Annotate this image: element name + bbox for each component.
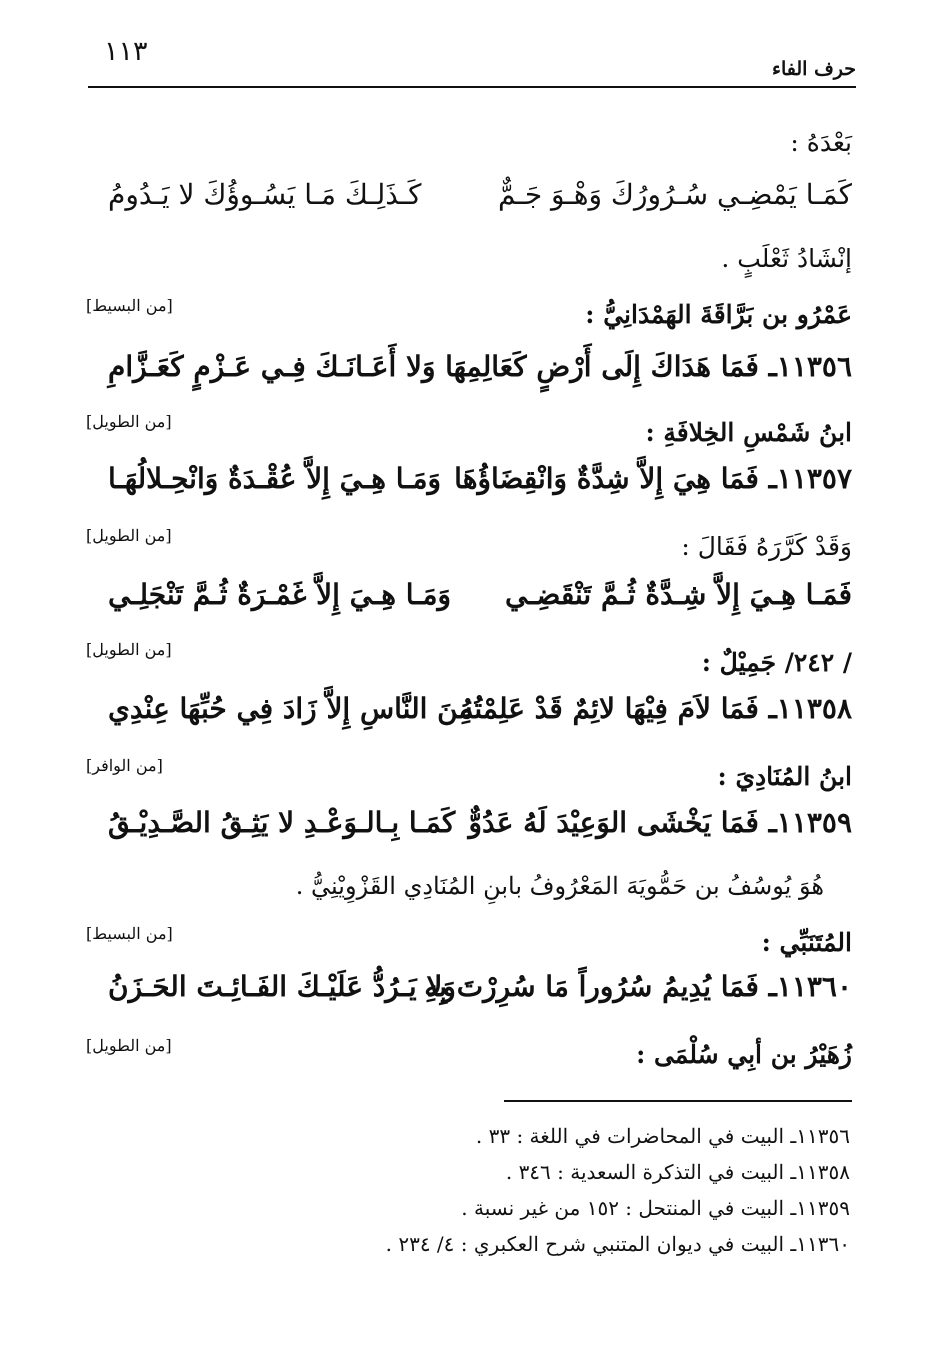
- meter-label: [من الطويل]: [86, 1036, 172, 1055]
- intro-line: وَقَدْ كَرَّرَهُ فَقَالَ :: [681, 532, 852, 561]
- verse-line: [108, 178, 852, 222]
- verse-line: [108, 462, 852, 506]
- verse-second-hemistich: وَلا يَـرُدُّ عَلَيْـكَ الفَـائِـتَ الحَـزَنُ: [108, 970, 456, 1003]
- poet-name: ابنُ شَمْسِ الخِلافَةِ :: [645, 418, 852, 447]
- verse-line: [108, 578, 852, 622]
- verse-second-hemistich: وَمَـا هِـيَ إِلاَّ غَمْـرَةٌ ثُـمَّ تَنْجَلِـي: [108, 578, 451, 611]
- verse-line: [108, 970, 852, 1014]
- running-head: حرف الفاء: [772, 58, 856, 80]
- poet-name: زُهَيْرُ بن أبِي سُلْمَى :: [636, 1040, 852, 1069]
- footnote-rule: [504, 1100, 852, 1102]
- footnote: ١١٣٥٦ـ البيت في المحاضرات في اللغة : ٣٣ .: [475, 1124, 850, 1148]
- meter-label: [من الوافر]: [86, 756, 163, 775]
- poet-name: / ٢٤٢/ جَمِيْلٌ :: [701, 648, 852, 677]
- verse-first-hemistich: ١١٣٥٦ـ فَمَا هَدَاكَ إِلَى أَرْضٍ كَعَالِمِهَا: [445, 350, 852, 383]
- header-rule: [88, 86, 856, 88]
- meter-label: [من الطويل]: [86, 412, 172, 431]
- meter-label: [من الطويل]: [86, 640, 172, 659]
- page-number: ١١٣: [104, 36, 148, 67]
- poet-name: عَمْرُو بن بَرَّاقَةَ الهَمْدَانِيُّ :: [585, 300, 852, 329]
- verse-first-hemistich: ١١٣٥٨ـ فَمَا لاَمَ فِيْهَا لائِمٌ قَدْ عَلِمْتُهُ: [459, 692, 852, 725]
- verse-first-hemistich: فَمَـا هِـيَ إِلاَّ شِـدَّةٌ ثُـمَّ تَنْقَضِـي: [505, 578, 852, 611]
- poet-name: المُتَنَبِّي :: [761, 928, 852, 957]
- verse-second-hemistich: وَلا أَعَـانَـكَ فِـي عَـزْمٍ كَعَـزَّامِ: [108, 350, 436, 383]
- poet-name: ابنُ المُنَادِيَ :: [717, 762, 852, 791]
- intro-line: إنْشَادُ ثَعْلَبٍ .: [721, 244, 852, 273]
- verse-line: [108, 806, 852, 850]
- verse-line: [108, 350, 852, 394]
- footnote: ١١٣٦٠ـ البيت في ديوان المتنبي شرح العكبري : ٤/ ٢٣٤ .: [385, 1232, 850, 1256]
- verse-first-hemistich: ١١٣٦٠ـ فَمَا يُدِيمُ سُرُوراً مَا سُرِرْتَ بِهِ: [424, 970, 852, 1003]
- verse-second-hemistich: وَمَـا هِـيَ إِلاَّ عُقْـدَةٌ وَانْحِـلالُهَـا: [108, 462, 441, 495]
- note-line: هُوَ يُوسُفُ بن حَمُّويَهَ المَعْرُوفُ بابنِ المُنَادِي القَزْوِيْنِيُّ .: [295, 872, 824, 900]
- verse-second-hemistich: كَمَـا بِـالـوَعْـدِ لا يَثِـقُ الصَّـدِيْـقُ: [108, 806, 456, 839]
- meter-label: [من البسيط]: [86, 924, 173, 943]
- meter-label: [من الطويل]: [86, 526, 172, 545]
- verse-second-hemistich: كَـذَلِـكَ مَـا يَسُـوؤُكَ لا يَـدُومُ: [108, 178, 422, 211]
- verse-line: [108, 692, 852, 736]
- verse-first-hemistich: ١١٣٥٧ـ فَمَا هِيَ إِلاَّ شِدَّةٌ وَانْقِضَاؤُهَا: [454, 462, 852, 495]
- footnote: ١١٣٥٨ـ البيت في التذكرة السعدية : ٣٤٦ .: [505, 1160, 850, 1184]
- verse-second-hemistich: مِنَ النَّاسِ إِلاَّ زَادَ فِي حُبِّهَا عِنْدِي: [108, 692, 474, 725]
- verse-first-hemistich: ١١٣٥٩ـ فَمَا يَخْشَى الوَعِيْدَ لَهُ عَدُوٌّ: [468, 806, 852, 839]
- meter-label: [من البسيط]: [86, 296, 173, 315]
- footnote: ١١٣٥٩ـ البيت في المنتحل : ١٥٢ من غير نسبة .: [461, 1196, 850, 1220]
- verse-first-hemistich: كَمَـا يَمْضِـي سُـرُورُكَ وَهْـوَ جَـمٌّ: [498, 178, 852, 211]
- intro-line: بَعْدَهُ :: [790, 128, 852, 157]
